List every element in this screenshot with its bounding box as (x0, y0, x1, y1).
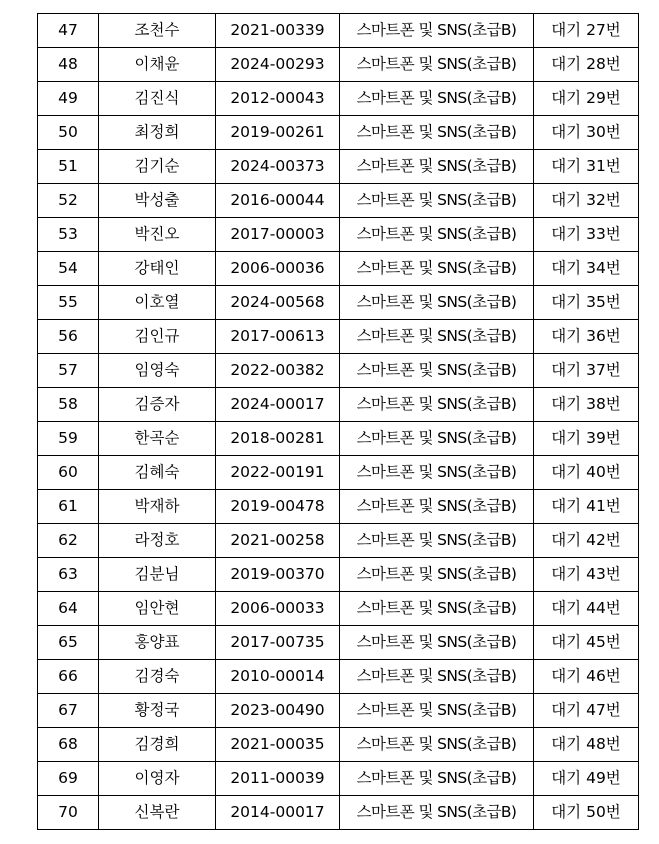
member-id-cell: 2018-00281 (216, 422, 340, 456)
waitlist-status-cell: 대기 33번 (534, 218, 639, 252)
row-number-cell: 55 (38, 286, 99, 320)
table-row (38, 150, 639, 184)
course-name-cell: 스마트폰 및 SNS(초급B) (340, 490, 534, 524)
course-name-cell: 스마트폰 및 SNS(초급B) (340, 728, 534, 762)
waitlist-status-cell: 대기 40번 (534, 456, 639, 490)
member-id-cell: 2024-00017 (216, 388, 340, 422)
applicant-name-cell: 신복란 (99, 796, 216, 830)
row-number-cell: 70 (38, 796, 99, 830)
applicant-name-cell: 이호열 (99, 286, 216, 320)
waitlist-status-cell: 대기 46번 (534, 660, 639, 694)
applicant-name-cell: 박성출 (99, 184, 216, 218)
member-id-cell: 2017-00735 (216, 626, 340, 660)
table-row (38, 252, 639, 286)
table-row (38, 422, 639, 456)
member-id-cell: 2022-00382 (216, 354, 340, 388)
member-id-cell: 2024-00568 (216, 286, 340, 320)
course-name-cell: 스마트폰 및 SNS(초급B) (340, 694, 534, 728)
row-number-cell: 57 (38, 354, 99, 388)
member-id-cell: 2019-00478 (216, 490, 340, 524)
waitlist-status-cell: 대기 29번 (534, 82, 639, 116)
member-id-cell: 2006-00033 (216, 592, 340, 626)
row-number-cell: 51 (38, 150, 99, 184)
course-name-cell: 스마트폰 및 SNS(초급B) (340, 150, 534, 184)
waitlist-status-cell: 대기 50번 (534, 796, 639, 830)
applicant-name-cell: 최정희 (99, 116, 216, 150)
row-number-cell: 66 (38, 660, 99, 694)
table-row (38, 388, 639, 422)
waitlist-status-cell: 대기 30번 (534, 116, 639, 150)
row-number-cell: 53 (38, 218, 99, 252)
course-name-cell: 스마트폰 및 SNS(초급B) (340, 558, 534, 592)
applicant-name-cell: 김혜숙 (99, 456, 216, 490)
member-id-cell: 2012-00043 (216, 82, 340, 116)
course-name-cell: 스마트폰 및 SNS(초급B) (340, 218, 534, 252)
waitlist-status-cell: 대기 48번 (534, 728, 639, 762)
waitlist-status-cell: 대기 41번 (534, 490, 639, 524)
member-id-cell: 2006-00036 (216, 252, 340, 286)
waitlist-status-cell: 대기 42번 (534, 524, 639, 558)
table-row (38, 14, 639, 48)
row-number-cell: 67 (38, 694, 99, 728)
waitlist-status-cell: 대기 28번 (534, 48, 639, 82)
table-row (38, 184, 639, 218)
waitlist-status-cell: 대기 47번 (534, 694, 639, 728)
applicant-name-cell: 김증자 (99, 388, 216, 422)
course-name-cell: 스마트폰 및 SNS(초급B) (340, 660, 534, 694)
waitlist-status-cell: 대기 31번 (534, 150, 639, 184)
course-name-cell: 스마트폰 및 SNS(초급B) (340, 48, 534, 82)
row-number-cell: 47 (38, 14, 99, 48)
row-number-cell: 64 (38, 592, 99, 626)
member-id-cell: 2021-00339 (216, 14, 340, 48)
member-id-cell: 2019-00370 (216, 558, 340, 592)
course-name-cell: 스마트폰 및 SNS(초급B) (340, 354, 534, 388)
row-number-cell: 58 (38, 388, 99, 422)
member-id-cell: 2011-00039 (216, 762, 340, 796)
applicant-name-cell: 조천수 (99, 14, 216, 48)
course-name-cell: 스마트폰 및 SNS(초급B) (340, 82, 534, 116)
member-id-cell: 2017-00003 (216, 218, 340, 252)
table-row (38, 48, 639, 82)
table-row (38, 558, 639, 592)
table-row (38, 660, 639, 694)
waitlist-status-cell: 대기 49번 (534, 762, 639, 796)
applicant-name-cell: 강태인 (99, 252, 216, 286)
waitlist-status-cell: 대기 44번 (534, 592, 639, 626)
row-number-cell: 62 (38, 524, 99, 558)
table-row (38, 490, 639, 524)
table-row (38, 286, 639, 320)
course-name-cell: 스마트폰 및 SNS(초급B) (340, 762, 534, 796)
table-row (38, 694, 639, 728)
course-name-cell: 스마트폰 및 SNS(초급B) (340, 14, 534, 48)
applicant-name-cell: 황정국 (99, 694, 216, 728)
course-name-cell: 스마트폰 및 SNS(초급B) (340, 524, 534, 558)
table-row (38, 82, 639, 116)
member-id-cell: 2010-00014 (216, 660, 340, 694)
course-name-cell: 스마트폰 및 SNS(초급B) (340, 796, 534, 830)
row-number-cell: 68 (38, 728, 99, 762)
applicant-name-cell: 김인규 (99, 320, 216, 354)
applicant-name-cell: 임안현 (99, 592, 216, 626)
course-name-cell: 스마트폰 및 SNS(초급B) (340, 116, 534, 150)
table-row (38, 762, 639, 796)
member-id-cell: 2021-00035 (216, 728, 340, 762)
table-row (38, 796, 639, 830)
table-row (38, 456, 639, 490)
course-name-cell: 스마트폰 및 SNS(초급B) (340, 422, 534, 456)
waitlist-status-cell: 대기 27번 (534, 14, 639, 48)
applicant-name-cell: 임영숙 (99, 354, 216, 388)
applicant-name-cell: 이채윤 (99, 48, 216, 82)
member-id-cell: 2023-00490 (216, 694, 340, 728)
table-row (38, 218, 639, 252)
applicant-name-cell: 김경희 (99, 728, 216, 762)
member-id-cell: 2024-00373 (216, 150, 340, 184)
table-row (38, 320, 639, 354)
course-name-cell: 스마트폰 및 SNS(초급B) (340, 320, 534, 354)
member-id-cell: 2021-00258 (216, 524, 340, 558)
waitlist-status-cell: 대기 45번 (534, 626, 639, 660)
row-number-cell: 56 (38, 320, 99, 354)
member-id-cell: 2019-00261 (216, 116, 340, 150)
row-number-cell: 63 (38, 558, 99, 592)
applicant-name-cell: 라정호 (99, 524, 216, 558)
table-row (38, 592, 639, 626)
applicant-name-cell: 김기순 (99, 150, 216, 184)
member-id-cell: 2017-00613 (216, 320, 340, 354)
table-row (38, 524, 639, 558)
waitlist-status-cell: 대기 36번 (534, 320, 639, 354)
table-row (38, 354, 639, 388)
course-name-cell: 스마트폰 및 SNS(초급B) (340, 456, 534, 490)
row-number-cell: 48 (38, 48, 99, 82)
applicant-name-cell: 한곡순 (99, 422, 216, 456)
applicant-name-cell: 김경숙 (99, 660, 216, 694)
member-id-cell: 2022-00191 (216, 456, 340, 490)
waitlist-status-cell: 대기 43번 (534, 558, 639, 592)
waitlist-status-cell: 대기 32번 (534, 184, 639, 218)
member-id-cell: 2016-00044 (216, 184, 340, 218)
applicant-name-cell: 김분님 (99, 558, 216, 592)
applicant-name-cell: 박재하 (99, 490, 216, 524)
row-number-cell: 69 (38, 762, 99, 796)
member-id-cell: 2024-00293 (216, 48, 340, 82)
course-name-cell: 스마트폰 및 SNS(초급B) (340, 252, 534, 286)
applicant-name-cell: 김진식 (99, 82, 216, 116)
member-id-cell: 2014-00017 (216, 796, 340, 830)
applicant-name-cell: 박진오 (99, 218, 216, 252)
row-number-cell: 60 (38, 456, 99, 490)
row-number-cell: 50 (38, 116, 99, 150)
course-name-cell: 스마트폰 및 SNS(초급B) (340, 184, 534, 218)
row-number-cell: 61 (38, 490, 99, 524)
table-row (38, 116, 639, 150)
table-body (38, 14, 639, 830)
waitlist-status-cell: 대기 38번 (534, 388, 639, 422)
row-number-cell: 49 (38, 82, 99, 116)
waitlist-table (37, 13, 639, 830)
waitlist-status-cell: 대기 35번 (534, 286, 639, 320)
applicant-name-cell: 홍양표 (99, 626, 216, 660)
row-number-cell: 65 (38, 626, 99, 660)
table-row (38, 626, 639, 660)
waitlist-status-cell: 대기 34번 (534, 252, 639, 286)
table-row (38, 728, 639, 762)
row-number-cell: 59 (38, 422, 99, 456)
row-number-cell: 54 (38, 252, 99, 286)
course-name-cell: 스마트폰 및 SNS(초급B) (340, 388, 534, 422)
waitlist-status-cell: 대기 37번 (534, 354, 639, 388)
row-number-cell: 52 (38, 184, 99, 218)
course-name-cell: 스마트폰 및 SNS(초급B) (340, 286, 534, 320)
waitlist-status-cell: 대기 39번 (534, 422, 639, 456)
course-name-cell: 스마트폰 및 SNS(초급B) (340, 592, 534, 626)
course-name-cell: 스마트폰 및 SNS(초급B) (340, 626, 534, 660)
applicant-name-cell: 이영자 (99, 762, 216, 796)
